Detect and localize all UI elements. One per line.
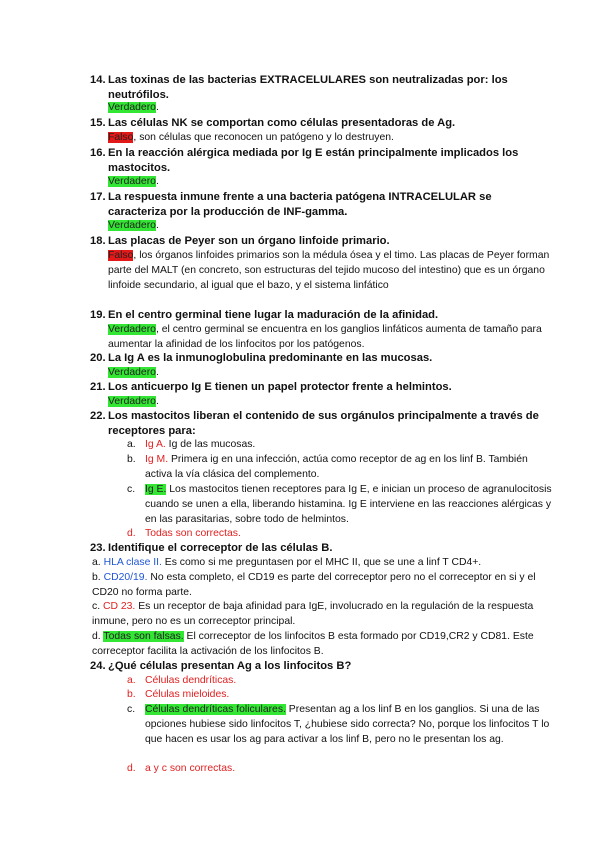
answer-14: Verdadero. — [108, 102, 159, 113]
option-letter: c. — [127, 704, 136, 715]
option-22b — [127, 453, 552, 483]
question-17 — [92, 190, 552, 220]
question-24 — [92, 659, 552, 674]
option-23b — [92, 571, 552, 601]
option-letter: b. — [127, 454, 136, 465]
question-text: La Ig A es la inmunoglobulina predominante en las mucosas. — [108, 352, 433, 364]
option-explanation: Presentan ag a los linf B en los ganglios. Si una de las opciones hubiese sido linfocitos T, ¿hubiese sido correcta? No, porque los linfocitos T lo que hacen es usar los ag para activar a los linf B, pero no le presentan los ag. — [145, 704, 550, 745]
question-number: 20. — [90, 352, 106, 364]
answer-20: Verdadero. — [108, 367, 159, 378]
question-number: 18. — [90, 235, 106, 247]
option-explanation: Es un receptor de baja afinidad para IgE, involucrado en la regulación de la respuesta inmune, pero no es un correceptor principal. — [92, 601, 534, 627]
option-explanation: Los mastocitos tienen receptores para Ig E, e inician un proceso de agranulocitosis cuando se unen a ella, liberando histamina. Ig E interviene en las reacciones alérgicas y en las parasitarias, sobre todo de helmintos. — [145, 484, 552, 525]
option-22a — [127, 438, 552, 453]
question-21 — [92, 380, 552, 395]
option-letter: b. — [92, 572, 101, 583]
question-16 — [92, 146, 552, 176]
option-key: HLA clase II. — [103, 557, 162, 568]
option-explanation: No esta completo, el CD19 es parte del correceptor pero no el correceptor en si y el CD20 no forma parte. — [92, 572, 536, 598]
option-key: Ig A. — [145, 439, 166, 450]
option-22d — [127, 527, 552, 542]
option-letter: a. — [92, 557, 101, 568]
answer-15 — [108, 131, 552, 146]
answer-explanation: , los órganos linfoides primarios son la médula ósea y el timo. Las placas de Peyer forman parte del MALT (en concreto, son estructuras del tejido mucoso del intestino) que es un órgano linfoide secundario, al igual que el bazo, y el sistema linfático — [108, 250, 550, 291]
question-text: ¿Qué células presentan Ag a los linfocitos B? — [108, 660, 352, 672]
question-text: Las placas de Peyer son un órgano linfoide primario. — [108, 235, 390, 247]
answer-verdict: Verdadero — [108, 102, 156, 113]
question-number: 23. — [90, 542, 106, 554]
option-explanation: Es como si me preguntasen por el MHC II, que se une a linf T CD4+. — [161, 557, 482, 568]
option-key: a y c son correctas. — [145, 763, 236, 774]
option-key: CD 23. — [102, 601, 136, 612]
question-text: Los anticuerpo Ig E tienen un papel protector frente a helmintos. — [108, 381, 452, 393]
answer-verdict: Verdadero — [108, 396, 156, 407]
question-text: Identifique el correceptor de las células B. — [108, 542, 333, 554]
option-24a — [127, 674, 552, 689]
question-text: Las células NK se comportan como células presentadoras de Ag. — [108, 117, 456, 129]
option-letter: b. — [127, 689, 136, 700]
option-key: Células dendríticas. — [145, 675, 237, 686]
question-number: 24. — [90, 660, 106, 672]
option-key: Células dendríticas foliculares. — [145, 704, 286, 715]
question-20 — [92, 351, 552, 366]
question-number: 19. — [90, 309, 106, 321]
answer-verdict: Verdadero — [108, 176, 156, 187]
question-number: 14. — [90, 74, 106, 86]
option-explanation: Ig de las mucosas. — [165, 439, 256, 450]
option-key: Células mieloides. — [145, 689, 230, 700]
question-15 — [92, 116, 552, 131]
option-letter: c. — [92, 601, 101, 612]
option-23d — [92, 630, 552, 660]
option-key: Ig M. — [145, 454, 169, 465]
question-18 — [92, 234, 552, 249]
question-number: 22. — [90, 410, 106, 422]
question-number: 16. — [90, 147, 106, 159]
answer-19 — [108, 323, 552, 353]
answer-verdict: Falso — [108, 132, 134, 143]
question-number: 17. — [90, 191, 106, 203]
answer-21: Verdadero. — [108, 396, 159, 407]
option-letter: d. — [127, 763, 136, 774]
question-14 — [92, 73, 552, 103]
question-text: En la reacción alérgica mediada por Ig E están principalmente implicados los mastocitos. — [108, 147, 519, 174]
option-letter: d. — [92, 631, 101, 642]
question-text: La respuesta inmune frente a una bacteria patógena INTRACELULAR se caracteriza por la producción de INF-gamma. — [108, 191, 492, 218]
question-23 — [92, 541, 552, 556]
option-letter: a. — [127, 675, 136, 686]
question-number: 21. — [90, 381, 106, 393]
option-key: Todas son falsas. — [103, 631, 184, 642]
option-explanation: El correceptor de los linfocitos B esta formado por CD19,CR2 y CD81. Este correceptor facilita la activación de los linfocitos B. — [92, 631, 534, 657]
option-24c — [127, 703, 552, 747]
option-key: CD20/19. — [103, 572, 148, 583]
option-letter: a. — [127, 439, 136, 450]
question-19 — [92, 308, 552, 323]
answer-16: Verdadero. — [108, 176, 159, 187]
answer-explanation: , el centro germinal se encuentra en los ganglios linfáticos aumenta de tamaño para aumentar la afinidad de los linfocitos por los patógenos. — [108, 324, 542, 350]
option-letter: c. — [127, 484, 136, 495]
option-22c — [127, 483, 552, 527]
answer-18 — [108, 249, 552, 293]
question-22 — [92, 409, 552, 439]
option-23c — [92, 600, 552, 630]
answer-17: Verdadero. — [108, 220, 159, 231]
option-key: Ig E. — [145, 484, 167, 495]
option-24d — [127, 762, 552, 777]
answer-verdict: Verdadero — [108, 367, 156, 378]
answer-verdict: Verdadero — [108, 220, 156, 231]
answer-explanation: , son células que reconocen un patógeno y lo destruyen. — [133, 132, 394, 143]
option-explanation: Primera ig en una infección, actúa como receptor de ag en los linf B. También activa la vía clásica del complemento. — [145, 454, 528, 480]
question-text: Los mastocitos liberan el contenido de sus orgánulos principalmente a través de receptores para: — [108, 410, 539, 437]
answer-verdict: Falso — [108, 250, 134, 261]
option-24b — [127, 688, 552, 703]
question-text: En el centro germinal tiene lugar la maduración de la afinidad. — [108, 309, 439, 321]
option-letter: d. — [127, 528, 136, 539]
question-number: 15. — [90, 117, 106, 129]
answer-verdict: Verdadero — [108, 324, 156, 335]
option-23a — [92, 556, 552, 571]
option-key: Todas son correctas. — [145, 528, 241, 539]
question-text: Las toxinas de las bacterias EXTRACELULARES son neutralizadas por: los neutrófilos. — [108, 74, 508, 101]
